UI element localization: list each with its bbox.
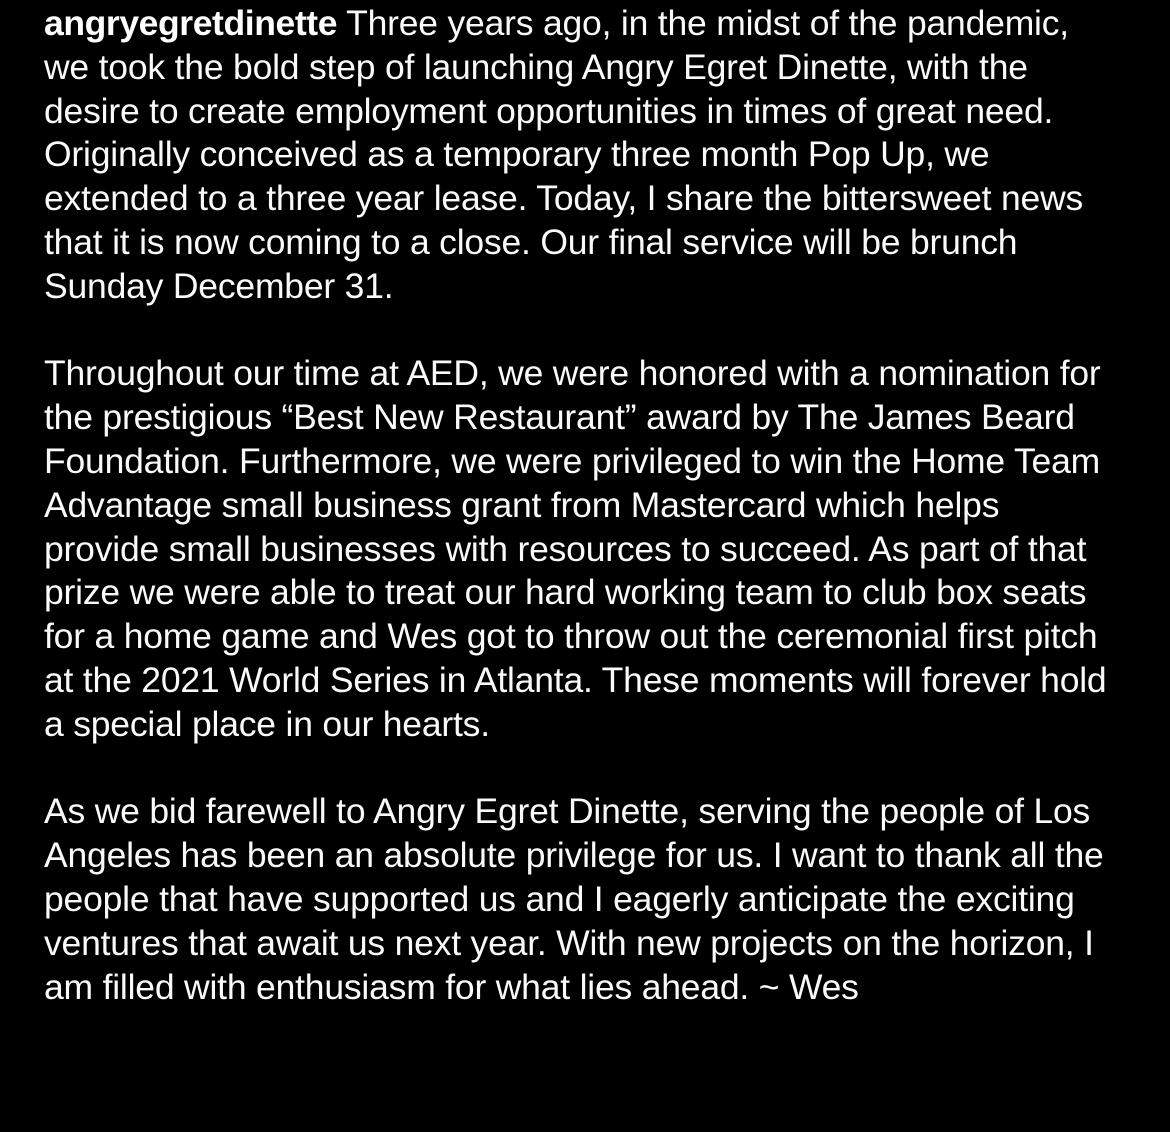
paragraph-spacer-2 bbox=[44, 747, 1122, 791]
caption-body bbox=[44, 2, 1122, 1009]
caption-paragraph-2: Throughout our time at AED, we were honored with a nomination for the prestigious “Best New Restaurant” award by The James Beard Foundation. Furthermore, we were privileged to win the Home Team Advantage small business grant from Mastercard which helps provide small businesses with resources to succeed. As part of that prize we were able to treat our hard working team to club box seats for a home game and Wes got to throw out the ceremonial first pitch at the 2021 World Series in Atlanta. These moments will forever hold a special place in our hearts. bbox=[44, 353, 1107, 744]
caption-paragraph-1-body: Three years ago, in the midst of the pandemic, we took the bold step of launching Angry Egret Dinette, with the desire to create employment opportunities in times of great need. Originally conceived as a temporary three month Pop Up, we extended to a three year lease. Today, I share the bittersweet news that it is now coming to a close. Our final service will be brunch Sunday December 31. bbox=[44, 3, 1084, 306]
caption-paragraph-3: As we bid farewell to Angry Egret Dinette, serving the people of Los Angeles has been an absolute privilege for us. I want to thank all the people that have supported us and I eagerly anticipate the exciting ventures that await us next year. With new projects on the horizon, I am filled with enthusiasm for what lies ahead. ~ Wes bbox=[44, 791, 1104, 1007]
username-link[interactable]: angryegretdinette bbox=[44, 3, 338, 43]
caption-paragraph-1 bbox=[44, 2, 1122, 309]
paragraph-spacer-1 bbox=[44, 309, 1122, 353]
caption-paragraph-1-text bbox=[337, 3, 346, 43]
